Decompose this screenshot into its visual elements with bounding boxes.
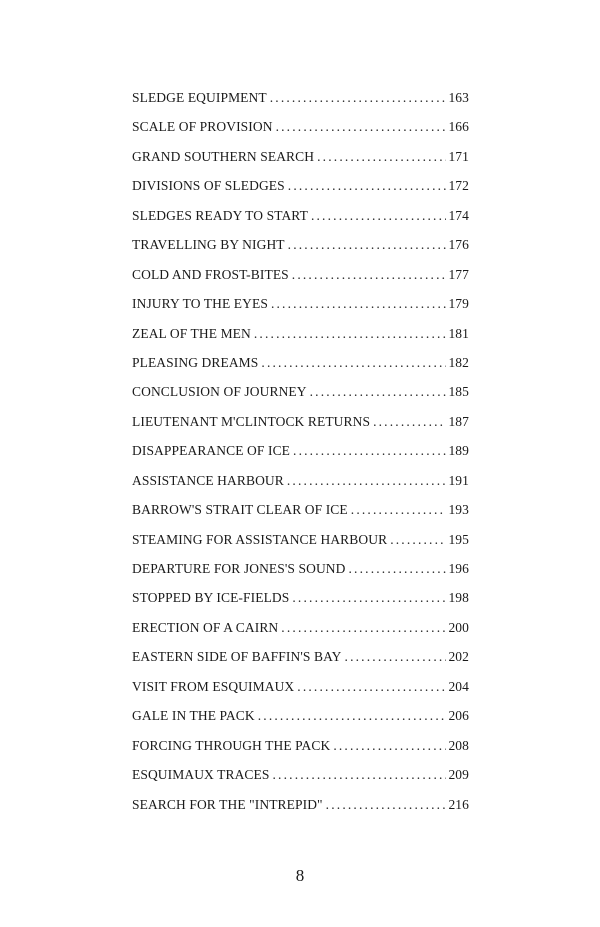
dot-leader	[351, 502, 447, 518]
toc-entry-title: DIVISIONS OF SLEDGES	[132, 178, 285, 194]
toc-entry	[132, 738, 469, 767]
dot-leader	[390, 532, 446, 548]
toc-entry	[132, 797, 469, 826]
toc-entry-page: 202	[448, 649, 469, 665]
toc-entry	[132, 326, 469, 355]
toc-entry-page: 179	[448, 296, 469, 312]
dot-leader	[326, 797, 447, 813]
toc-entry	[132, 649, 469, 678]
toc-entry-page: 171	[448, 148, 469, 164]
toc-entry-title: BARROW'S STRAIT CLEAR OF ICE	[132, 502, 348, 518]
dot-leader	[270, 90, 447, 106]
toc-entry	[132, 414, 469, 443]
toc-entry-title: STEAMING FOR ASSISTANCE HARBOUR	[132, 531, 388, 547]
dot-leader	[349, 561, 447, 577]
dot-leader	[271, 296, 447, 312]
toc-entry-title: INJURY TO THE EYES	[132, 296, 268, 312]
toc-entry-page: 208	[448, 737, 469, 753]
toc-entry-title: SCALE OF PROVISION	[132, 119, 273, 135]
dot-leader	[281, 620, 446, 636]
toc-entry-title: CONCLUSION OF JOURNEY	[132, 384, 307, 400]
toc-entry	[132, 767, 469, 796]
table-of-contents	[132, 90, 469, 826]
toc-entry-title: ESQUIMAUX TRACES	[132, 767, 270, 783]
toc-entry-page: 206	[448, 708, 469, 724]
dot-leader	[293, 443, 446, 459]
dot-leader	[310, 384, 447, 400]
toc-entry-title: LIEUTENANT M'CLINTOCK RETURNS	[132, 413, 371, 429]
toc-entry-title: TRAVELLING BY NIGHT	[132, 237, 285, 253]
toc-entry-title: DISAPPEARANCE OF ICE	[132, 443, 291, 459]
toc-entry-page: 185	[448, 384, 469, 400]
page-number: 8	[295, 866, 305, 885]
toc-entry-title: SLEDGES READY TO START	[132, 207, 308, 223]
toc-entry	[132, 708, 469, 737]
toc-entry-title: ASSISTANCE HARBOUR	[132, 472, 284, 488]
dot-leader	[373, 414, 446, 430]
toc-entry	[132, 119, 469, 148]
toc-entry-page: 172	[448, 178, 469, 194]
dot-leader	[311, 208, 446, 224]
dot-leader	[297, 679, 446, 695]
toc-entry	[132, 178, 469, 207]
toc-entry-page: 182	[448, 354, 469, 370]
toc-entry-title: GALE IN THE PACK	[132, 708, 255, 724]
toc-entry	[132, 384, 469, 413]
dot-leader	[292, 267, 447, 283]
dot-leader	[317, 149, 446, 165]
dot-leader	[292, 590, 446, 606]
dot-leader	[258, 708, 447, 724]
toc-entry-title: ZEAL OF THE MEN	[132, 325, 251, 341]
toc-entry	[132, 590, 469, 619]
toc-entry	[132, 443, 469, 472]
toc-entry-page: 187	[448, 413, 469, 429]
toc-entry-title: STOPPED BY ICE-FIELDS	[132, 590, 290, 606]
toc-entry	[132, 502, 469, 531]
toc-entry	[132, 237, 469, 266]
toc-entry	[132, 561, 469, 590]
toc-entry-page: 193	[448, 502, 469, 518]
toc-entry-page: 177	[448, 266, 469, 282]
dot-leader	[288, 178, 447, 194]
toc-entry	[132, 267, 469, 296]
toc-entry	[132, 90, 469, 119]
toc-entry	[132, 620, 469, 649]
toc-entry-page: 189	[448, 443, 469, 459]
toc-entry-page: 174	[448, 207, 469, 223]
toc-entry	[132, 208, 469, 237]
toc-entry-title: COLD AND FROST-BITES	[132, 266, 289, 282]
toc-entry-page: 163	[448, 90, 469, 105]
toc-entry	[132, 296, 469, 325]
toc-entry-title: DEPARTURE FOR JONES'S SOUND	[132, 561, 346, 576]
toc-entry-page: 191	[448, 472, 469, 488]
toc-entry-page: 196	[448, 561, 469, 576]
toc-entry	[132, 473, 469, 502]
toc-entry-page: 166	[448, 119, 469, 135]
toc-entry-page: 200	[448, 619, 469, 635]
toc-entry-page: 198	[448, 590, 469, 606]
toc-entry-title: EASTERN SIDE OF BAFFIN'S BAY	[132, 649, 342, 665]
toc-entry-page: 216	[448, 796, 469, 812]
toc-entry-page: 181	[448, 325, 469, 341]
toc-entry-title: GRAND SOUTHERN SEARCH	[132, 148, 315, 164]
toc-entry	[132, 149, 469, 178]
dot-leader	[273, 767, 447, 783]
dot-leader	[333, 738, 446, 754]
toc-entry	[132, 532, 469, 561]
toc-entry-page: 209	[448, 767, 469, 783]
toc-entry-page: 176	[448, 237, 469, 253]
toc-entry-title: SEARCH FOR THE "INTREPID"	[132, 796, 323, 812]
toc-entry-title: VISIT FROM ESQUIMAUX	[132, 678, 295, 694]
toc-entry	[132, 679, 469, 708]
toc-entry-title: SLEDGE EQUIPMENT	[132, 90, 267, 105]
dot-leader	[254, 326, 447, 342]
toc-entry-page: 195	[448, 531, 469, 547]
toc-entry-title: ERECTION OF A CAIRN	[132, 619, 279, 635]
dot-leader	[276, 119, 447, 135]
toc-entry-title: FORCING THROUGH THE PACK	[132, 737, 331, 753]
dot-leader	[287, 473, 447, 489]
toc-entry-page: 204	[448, 678, 469, 694]
toc-entry-title: PLEASING DREAMS	[132, 354, 259, 370]
dot-leader	[345, 649, 447, 665]
dot-leader	[261, 355, 446, 371]
toc-entry	[132, 355, 469, 384]
dot-leader	[288, 237, 447, 253]
